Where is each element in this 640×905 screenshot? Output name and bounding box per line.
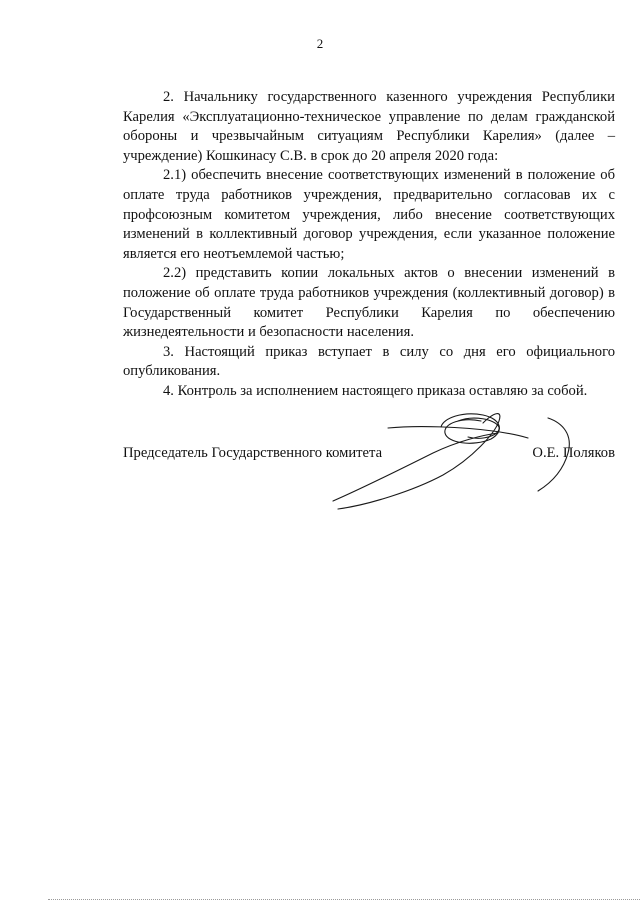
signer-position: Председатель Государственного комитета: [123, 445, 383, 461]
page-bottom-border: [48, 899, 640, 900]
paragraph-4: 4. Контроль за исполнением настоящего приказа оставляю за собой.: [163, 382, 588, 399]
paragraph-2: 2. Начальнику государственного казенного учреждения Республики Карелия «Эксплуатационно-техническое управление по делам гражданской обороны и чрезвычайным ситуациям Республики Карелия» (далее – учреждение) Кошкинасу С.В. в срок до 20 апреля 2020 года:: [123, 89, 615, 164]
document-body: [123, 88, 615, 402]
page-number: 2: [316, 36, 324, 51]
handwritten-signature: [323, 413, 623, 513]
signer-name: О.Е. Поляков: [532, 445, 615, 461]
paragraph-3: 3. Настоящий приказ вступает в силу со дня его официального опубликования.: [123, 343, 615, 380]
paragraph-2-1: 2.1) обеспечить внесение соответствующих изменений в положение об оплате труда работников учреждения, предварительно согласовав их с профсоюзным комитетом учреждения, либо внесение соответствующих изменений в коллективный договор учреждения, если указанное положение является его неотъемлемой частью;: [123, 167, 615, 262]
signature-block: [123, 445, 615, 525]
paragraph-2-2: 2.2) представить копии локальных актов о внесении изменений в положение об оплате труда работников учреждения (коллективный договор) в Государственный комитет Республики Карелия по обеспечению жизнедеятельности и безопасности населения.: [123, 265, 615, 341]
